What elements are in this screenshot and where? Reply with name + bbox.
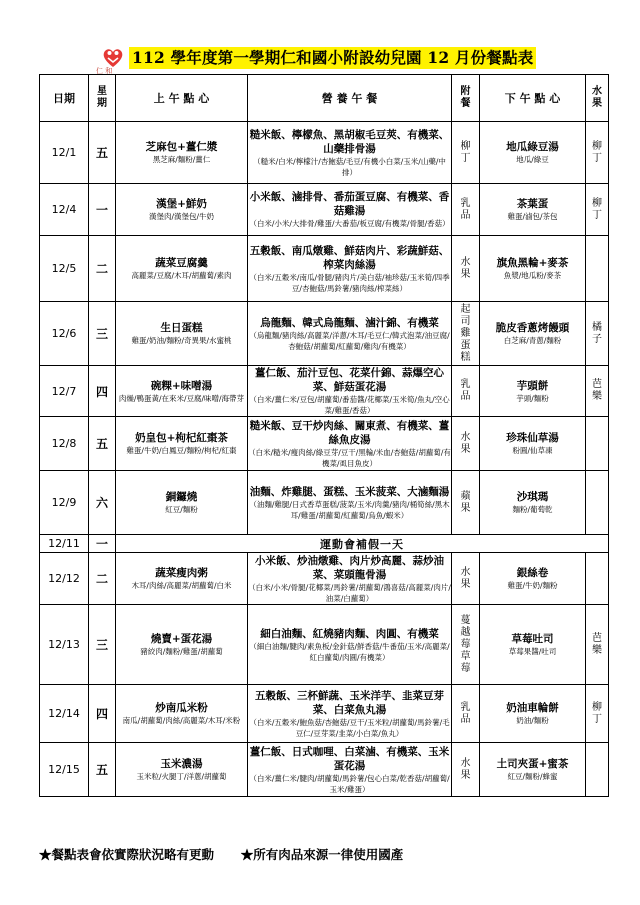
afternoon-snack-cell [480,366,586,417]
morning-snack-cell [116,122,248,184]
weekday-cell: 四 [89,366,116,417]
menu-row [40,302,609,366]
morning-snack-ingredients: 紅豆/麵粉 [165,505,198,514]
table-header-row [40,75,609,122]
side-cell [452,302,480,366]
side-item: 蘋果 [460,490,471,514]
morning-snack-ingredients: 高麗菜/豆腐/木耳/胡蘿蔔/素肉 [131,271,232,280]
afternoon-snack-name: 土司夾蛋+蜜茶 [496,758,569,770]
menu-row [40,685,609,743]
fruit-cell [586,417,609,471]
side-item: 蔓越莓草莓 [460,614,471,674]
afternoon-snack-ingredients: 雞蛋/滷包/茶包 [507,212,558,221]
afternoon-snack-name: 茶葉蛋 [516,198,549,210]
weekday-cell: 五 [89,122,116,184]
morning-snack-name: 蔬菜瘦肉粥 [155,567,208,579]
morning-snack-name: 碗粿+味噌湯 [150,379,213,392]
morning-snack-ingredients: 雞蛋/奶油/麵粉/奇異果/水蜜桃 [131,336,232,345]
lunch-cell [248,605,452,685]
morning-snack-cell [116,184,248,236]
afternoon-snack-ingredients: 粉圓/仙草凍 [512,446,553,455]
side-cell [452,743,480,797]
lunch-dishes: 小米飯、炒油燉雞、肉片炒高麗、蒜炒油菜、菜頭龍骨湯 [255,554,444,581]
weekday-cell: 二 [89,236,116,302]
col-header-afternoon: 下 午 點 心 [480,75,586,122]
lunch-ingredients: （糙米/白米/檸檬汁/杏鮑菇/毛豆/有機小白菜/玉米/山藥/中排） [253,156,446,177]
lunch-ingredients: （白米/五穀米/鮑魚菇/杏鮑菇/豆干/玉米粒/胡蘿蔔/馬鈴薯/毛豆仁/豆芽菜/韭菜/小白菜/魚丸） [249,717,450,738]
afternoon-snack-name: 地瓜綠豆湯 [506,141,559,153]
lunch-cell [248,417,452,471]
holiday-row [40,535,609,553]
menu-row [40,743,609,797]
lunch-ingredients: （細白油麵/腱肉/素魚板/金針菇/鮮香菇/牛番茄/玉米/高麗菜/紅白蘿蔔/肉圓/有機菜） [249,641,450,662]
morning-snack-name: 生日蛋糕 [160,322,203,334]
fruit-cell [586,605,609,685]
afternoon-snack-ingredients: 麵粉/葡萄乾 [512,505,553,514]
holiday-note: 運動會補假一天 [116,535,609,553]
fruit-item: 柳丁 [592,197,602,221]
afternoon-snack-name: 旗魚黑輪+麥茶 [496,257,569,269]
morning-snack-ingredients: 雞蛋/牛奶/白鳳豆/麵粉/枸杞/紅棗 [126,446,237,455]
fruit-cell [586,471,609,535]
morning-snack-cell [116,743,248,797]
weekday-cell: 五 [89,743,116,797]
lunch-dishes: 油麵、炸雞腿、蛋糕、玉米菠菜、大滷麵湯 [249,485,450,498]
morning-snack-cell [116,685,248,743]
lunch-cell [248,122,452,184]
afternoon-snack-ingredients: 地瓜/綠豆 [516,155,549,164]
side-item: 乳品 [460,701,471,725]
afternoon-snack-name: 珍珠仙草湯 [506,432,559,444]
menu-body [40,122,609,797]
lunch-dishes: 五穀飯、三杯鮮蔬、玉米洋芋、韭菜豆芽菜、白菜魚丸湯 [255,689,444,716]
side-item: 水果 [460,566,471,590]
lunch-dishes: 烏龍麵、韓式烏龍麵、滷汁錦、有機菜 [260,316,439,329]
lunch-ingredients: （烏龍麵/豬肉絲/高麗菜/洋蔥/木耳/毛豆仁/韓式泡菜/油豆腐/杏鮑菇/胡蘿蔔/紅蘿蔔/雞肉/有機菜） [249,330,450,351]
lunch-cell [248,236,452,302]
morning-snack-ingredients: 黑芝麻/麵粉/薑仁 [152,155,211,164]
date-cell: 12/7 [40,366,89,417]
col-header-weekday: 星期 [89,75,116,122]
side-item: 水果 [460,757,471,781]
col-header-date: 日期 [40,75,89,122]
side-cell [452,236,480,302]
afternoon-snack-name: 芋頭餅 [516,379,549,392]
date-cell: 12/11 [40,535,89,553]
fruit-cell [586,685,609,743]
side-cell [452,122,480,184]
side-cell [452,366,480,417]
lunch-ingredients: （油麵/雞腿/日式香草蛋糕/菠菜/玉米/肉羹/豬肉/桶筍絲/黑木耳/雞蛋/胡蘿蔔/紅蘿蔔/烏魚/蝦米） [249,499,450,520]
fruit-cell [586,122,609,184]
morning-snack-name: 蔬菜豆腐羹 [155,257,208,269]
morning-snack-name: 奶皇包+枸杞紅棗茶 [135,432,228,444]
col-header-fruit: 水果 [586,75,609,122]
morning-snack-ingredients: 漢堡肉/漢堡包/牛奶 [148,212,215,221]
fruit-item: 柳丁 [592,140,602,164]
morning-snack-ingredients: 豬絞肉/麵粉/雞蛋/胡蘿蔔 [140,647,223,656]
weekday-cell: 四 [89,685,116,743]
side-cell [452,471,480,535]
lunch-cell [248,471,452,535]
menu-row [40,122,609,184]
morning-snack-cell [116,417,248,471]
date-cell: 12/8 [40,417,89,471]
afternoon-snack-ingredients: 雞蛋/牛奶/麵粉 [507,581,558,590]
lunch-cell [248,302,452,366]
fruit-item: 柳丁 [592,701,602,725]
fruit-cell [586,236,609,302]
lunch-ingredients: （白米/小米/大排骨/雞蛋/大番茄/板豆腐/有機菜/骨腿/香菇） [249,219,450,228]
date-cell: 12/15 [40,743,89,797]
morning-snack-name: 燒賣+蛋花湯 [150,633,213,645]
logo-text: 仁 和 [96,67,113,75]
fruit-item: 芭樂 [592,632,602,656]
menu-row [40,184,609,236]
afternoon-snack-cell [480,302,586,366]
afternoon-snack-ingredients: 奶油/麵粉 [516,716,549,725]
afternoon-snack-ingredients: 紅豆/麵粉/蜂蜜 [507,772,558,781]
afternoon-snack-name: 沙琪瑪 [516,491,549,503]
footer-note-1: ★餐點表會依實際狀況略有更動 [39,847,215,862]
date-cell: 12/9 [40,471,89,535]
fruit-cell [586,553,609,605]
side-item: 水果 [460,431,471,455]
footer-note-2: ★所有肉品來源一律使用國產 [240,847,404,862]
lunch-dishes: 小米飯、滷排骨、番茄蛋豆腐、有機菜、香菇雞湯 [249,191,450,217]
lunch-cell [248,184,452,236]
menu-table [39,74,609,797]
lunch-ingredients: （白米/糙米/瘦肉絲/綠豆芽/豆干/黑輪/米血/杏鮑菇/胡蘿蔔/有機菜/虱目魚皮） [248,447,451,468]
lunch-dishes: 薑仁飯、日式咖哩、白菜滷、有機菜、玉米蛋花湯 [249,745,450,772]
menu-row [40,417,609,471]
fruit-cell [586,743,609,797]
morning-snack-ingredients: 木耳/肉絲/高麗菜/胡蘿蔔/白米 [131,581,232,590]
afternoon-snack-name: 草莓吐司 [511,633,554,645]
col-header-morning: 上 午 點 心 [116,75,248,122]
lunch-cell [248,553,452,605]
fruit-cell [586,366,609,417]
menu-row [40,605,609,685]
date-cell: 12/1 [40,122,89,184]
morning-snack-cell [116,236,248,302]
morning-snack-ingredients: 玉米粒/火腿丁/洋蔥/胡蘿蔔 [136,772,227,781]
fruit-item: 橘子 [592,321,602,345]
fruit-item: 芭樂 [592,379,602,402]
morning-snack-name: 漢堡+鮮奶 [156,198,207,210]
afternoon-snack-cell [480,122,586,184]
side-item: 乳品 [460,197,471,221]
morning-snack-name: 銅鑼燒 [165,491,198,503]
morning-snack-ingredients: 南瓜/胡蘿蔔/肉絲/高麗菜/木耳/米粉 [122,716,241,725]
lunch-dishes: 五穀飯、南瓜燉雞、鮮菇肉片、彩蔬鮮菇、榨菜肉絲湯 [249,244,450,271]
lunch-ingredients: （白米/薑仁米/豆包/胡蘿蔔/番茄醬/花椰菜/玉米筍/魚丸/空心菜/雞蛋/香菇） [249,395,450,415]
lunch-dishes: 糙米飯、豆干炒肉絲、關東煮、有機菜、薑絲魚皮湯 [249,419,450,446]
date-cell: 12/6 [40,302,89,366]
afternoon-snack-ingredients: 魚漿/地瓜粉/麥茶 [503,271,562,280]
afternoon-snack-ingredients: 草莓果醬/吐司 [508,647,557,656]
morning-snack-name: 玉米濃湯 [160,758,203,770]
menu-row [40,553,609,605]
afternoon-snack-name: 銀絲卷 [516,567,549,579]
afternoon-snack-cell [480,605,586,685]
side-cell [452,685,480,743]
date-cell: 12/5 [40,236,89,302]
fruit-cell [586,302,609,366]
weekday-cell: 六 [89,471,116,535]
side-item: 水果 [460,256,471,280]
lunch-dishes: 細白油麵、紅燒豬肉麵、肉圓、有機菜 [260,627,439,640]
lunch-dishes: 糙米飯、檸檬魚、黑胡椒毛豆莢、有機菜、山藥排骨湯 [249,128,450,155]
side-item: 柳丁 [460,140,471,164]
afternoon-snack-cell [480,417,586,471]
page-header [0,44,640,75]
side-cell [452,417,480,471]
lunch-ingredients: （白米/五穀米/南瓜/骨腿/豬肉片/美白菇/袖珍菇/玉米筍/四季豆/杏鮑菇/馬鈴薯/豬肉絲/榨菜絲） [249,272,450,293]
morning-snack-ingredients: 肉燥/鴨蛋黃/在來米/豆腐/味噌/海帶芽 [118,393,245,403]
afternoon-snack-name: 脆皮香蔥烤饅頭 [495,322,570,334]
afternoon-snack-ingredients: 芋頭/麵粉 [516,393,549,403]
date-cell: 12/14 [40,685,89,743]
menu-row [40,366,609,417]
footer-notes [39,845,403,863]
fruit-cell [586,184,609,236]
afternoon-snack-cell [480,685,586,743]
lunch-cell [248,685,452,743]
side-cell [452,553,480,605]
morning-snack-name: 炒南瓜米粉 [155,702,208,714]
weekday-cell: 一 [89,535,116,553]
menu-row [40,471,609,535]
morning-snack-name: 芝麻包+薑仁漿 [145,141,218,153]
lunch-ingredients: （白米/薑仁米/腱肉/胡蘿蔔/馬鈴薯/包心白菜/乾香菇/胡蘿蔔/玉米/雞蛋） [249,773,450,794]
weekday-cell: 五 [89,417,116,471]
morning-snack-cell [116,605,248,685]
weekday-cell: 三 [89,302,116,366]
col-header-side: 附餐 [452,75,480,122]
afternoon-snack-cell [480,743,586,797]
side-item: 起司雞蛋糕 [460,303,471,363]
morning-snack-cell [116,471,248,535]
lunch-cell [248,366,452,417]
afternoon-snack-cell [480,471,586,535]
weekday-cell: 一 [89,184,116,236]
page-title: 112 學年度第一學期仁和國小附設幼兒園 12 月份餐點表 [129,47,536,69]
date-cell: 12/13 [40,605,89,685]
lunch-cell [248,743,452,797]
date-cell: 12/12 [40,553,89,605]
afternoon-snack-cell [480,184,586,236]
lunch-dishes: 薑仁飯、茄汁豆包、花菜什錦、蒜爆空心菜、鮮菇蛋花湯 [255,367,444,393]
side-item: 乳品 [460,379,471,402]
afternoon-snack-name: 奶油車輪餅 [506,702,559,714]
afternoon-snack-ingredients: 白芝麻/青蔥/麵粉 [503,336,562,345]
col-header-lunch: 營 養 午 餐 [248,75,452,122]
afternoon-snack-cell [480,553,586,605]
side-cell [452,605,480,685]
date-cell: 12/4 [40,184,89,236]
weekday-cell: 二 [89,553,116,605]
side-cell [452,184,480,236]
lunch-ingredients: （白米/小米/骨腿/花椰菜/馬鈴薯/胡蘿蔔/鴻喜菇/高麗菜/肉片/油菜/白蘿蔔） [248,582,451,603]
morning-snack-cell [116,366,248,417]
menu-row [40,236,609,302]
weekday-cell: 三 [89,605,116,685]
morning-snack-cell [116,553,248,605]
morning-snack-cell [116,302,248,366]
afternoon-snack-cell [480,236,586,302]
